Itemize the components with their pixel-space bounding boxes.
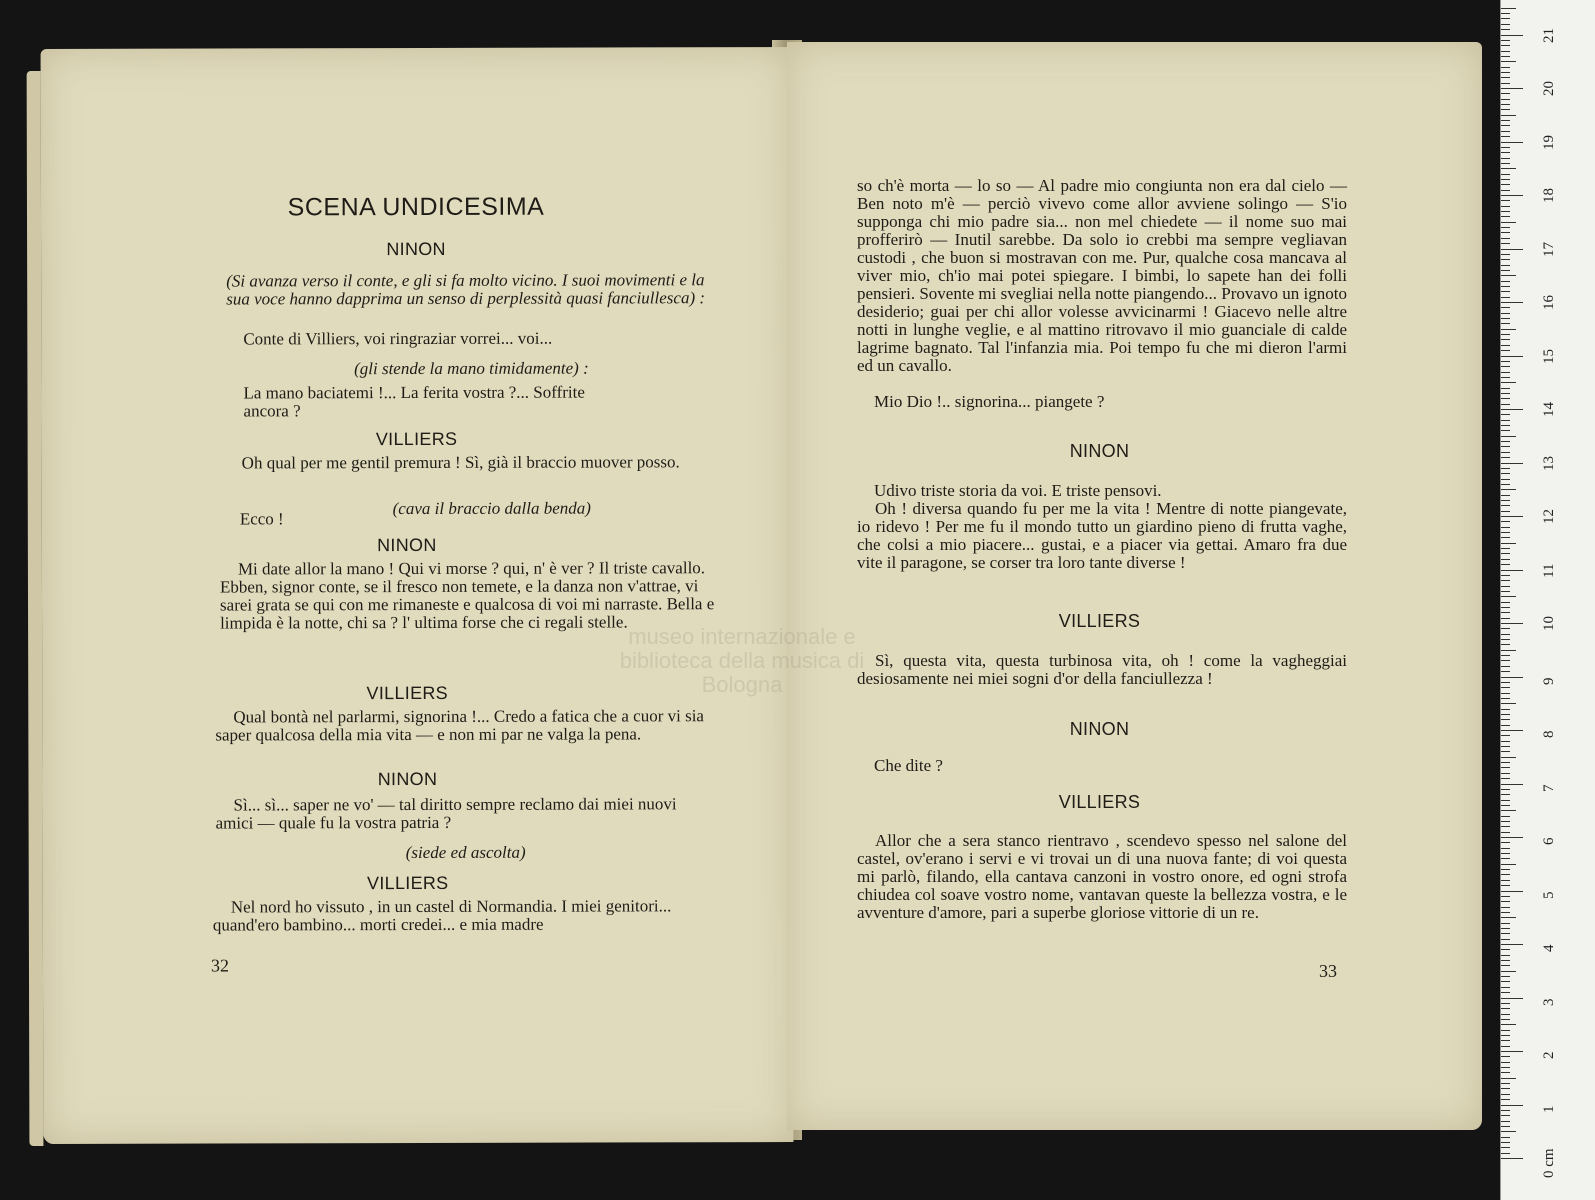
- ruler-tick: [1501, 1158, 1523, 1159]
- ruler-tick: [1501, 275, 1516, 276]
- ruler-tick: [1501, 93, 1510, 94]
- ruler-tick: [1501, 1008, 1510, 1009]
- ruler-tick: [1501, 35, 1523, 36]
- ruler-tick: [1501, 949, 1510, 950]
- ruler-tick: [1501, 987, 1510, 988]
- ruler-label: 4: [1541, 944, 1557, 952]
- ruler-tick: [1501, 693, 1510, 694]
- ruler-tick: [1501, 784, 1523, 785]
- ruler-tick: [1501, 548, 1510, 549]
- ruler-tick: [1501, 762, 1510, 763]
- ruler-tick: [1501, 372, 1510, 373]
- ruler-tick: [1501, 270, 1510, 271]
- ruler-tick: [1501, 537, 1510, 538]
- ruler-tick: [1501, 677, 1523, 678]
- ruler-tick: [1501, 1153, 1510, 1154]
- ruler-tick: [1501, 1046, 1510, 1047]
- ruler-tick: [1501, 489, 1516, 490]
- ruler-tick: [1501, 45, 1510, 46]
- ruler-tick: [1501, 1040, 1510, 1041]
- ruler-tick: [1501, 297, 1510, 298]
- dialogue-line: Mi date allor la mano ! Qui vi morse ? qui, n' è ver ? Il triste cavallo. Ebben, signor conte, se il fresco non temete, e la danza non v'attrae, vi sarei grata se qui con me rimaneste e qualcosa di voi mi narraste. Bella e limpida è la notte, chi sa ? l' ultima forse che ci regali stelle.: [219, 558, 715, 633]
- ruler-tick: [1501, 163, 1510, 164]
- ruler-tick: [1501, 216, 1510, 217]
- ruler-tick: [1501, 634, 1510, 635]
- ruler-tick: [1501, 521, 1510, 522]
- ruler-tick: [1501, 227, 1510, 228]
- ruler-tick: [1501, 532, 1510, 533]
- ruler-tick: [1501, 195, 1523, 196]
- ruler-tick: [1501, 858, 1510, 859]
- ruler-tick: [1501, 243, 1510, 244]
- ruler-tick: [1501, 366, 1510, 367]
- ruler-tick: [1501, 751, 1510, 752]
- ruler-tick: [1501, 826, 1510, 827]
- ruler-tick: [1501, 1035, 1510, 1036]
- ruler-tick: [1501, 479, 1510, 480]
- measurement-ruler: [1500, 0, 1595, 1200]
- ruler-tick: [1501, 644, 1510, 645]
- ruler-tick: [1501, 1131, 1516, 1132]
- speaker-heading: NINON: [377, 534, 437, 556]
- ruler-label: 19: [1541, 134, 1557, 150]
- left-page: [41, 47, 794, 1144]
- ruler-tick: [1501, 104, 1510, 105]
- ruler-tick: [1501, 730, 1523, 731]
- ruler-tick: [1501, 441, 1510, 442]
- ruler-tick: [1501, 147, 1510, 148]
- ruler-tick: [1501, 559, 1510, 560]
- ruler-tick: [1501, 206, 1510, 207]
- ruler-tick: [1501, 1094, 1510, 1095]
- ruler-tick: [1501, 837, 1523, 838]
- ruler-tick: [1501, 500, 1510, 501]
- ruler-tick: [1501, 971, 1516, 972]
- ruler-tick: [1501, 612, 1510, 613]
- ruler-tick: [1501, 639, 1510, 640]
- ruler-label: 15: [1541, 348, 1557, 364]
- ruler-label: 3: [1541, 998, 1557, 1006]
- ruler-tick: [1501, 805, 1510, 806]
- ruler-tick: [1501, 286, 1510, 287]
- ruler-tick: [1501, 473, 1510, 474]
- ruler-tick: [1501, 430, 1510, 431]
- ruler-tick: [1501, 714, 1510, 715]
- ruler-tick: [1501, 1099, 1510, 1100]
- speaker-heading: VILLIERS: [1058, 792, 1141, 812]
- ruler-tick: [1501, 8, 1516, 9]
- ruler-tick: [1501, 24, 1510, 25]
- ruler-tick: [1501, 350, 1510, 351]
- ruler-tick: [1501, 99, 1510, 100]
- ruler-tick: [1501, 682, 1510, 683]
- ruler-tick: [1501, 912, 1510, 913]
- dialogue-line: Ecco !: [239, 509, 284, 529]
- ruler-tick: [1501, 184, 1510, 185]
- ruler-tick: [1501, 709, 1510, 710]
- ruler-label: 21: [1541, 27, 1557, 43]
- stage-direction: (siede ed ascolta): [405, 842, 526, 863]
- ruler-label: 17: [1541, 241, 1557, 257]
- ruler-tick: [1501, 586, 1510, 587]
- ruler-tick: [1501, 821, 1510, 822]
- ruler-tick: [1501, 404, 1510, 405]
- ruler-tick: [1501, 553, 1510, 554]
- ruler-tick: [1501, 591, 1510, 592]
- dialogue-line: Che dite ?: [874, 756, 943, 775]
- ruler-tick: [1501, 816, 1510, 817]
- ruler-tick: [1501, 570, 1523, 571]
- ruler-tick: [1501, 607, 1510, 608]
- ruler-tick: [1501, 960, 1510, 961]
- ruler-tick: [1501, 853, 1510, 854]
- ruler-tick: [1501, 1024, 1516, 1025]
- ruler-tick: [1501, 575, 1510, 576]
- ruler-tick: [1501, 232, 1510, 233]
- ruler-tick: [1501, 318, 1510, 319]
- ruler-tick: [1501, 425, 1510, 426]
- stage-direction: (cava il braccio dalla benda): [392, 498, 591, 519]
- ruler-tick: [1501, 907, 1510, 908]
- ruler-tick: [1501, 666, 1510, 667]
- ruler-tick: [1501, 51, 1510, 52]
- ruler-tick: [1501, 334, 1510, 335]
- ruler-tick: [1501, 361, 1510, 362]
- ruler-tick: [1501, 896, 1510, 897]
- ruler-tick: [1501, 1030, 1510, 1031]
- ruler-tick: [1501, 992, 1510, 993]
- ruler-tick: [1501, 848, 1510, 849]
- ruler-tick: [1501, 125, 1510, 126]
- ruler-tick: [1501, 623, 1523, 624]
- ruler-tick: [1501, 115, 1516, 116]
- ruler-label: 14: [1541, 402, 1557, 417]
- ruler-tick: [1501, 323, 1510, 324]
- ruler-tick: [1501, 179, 1510, 180]
- ruler-tick: [1501, 981, 1510, 982]
- ruler-tick: [1501, 259, 1510, 260]
- ruler-tick: [1501, 505, 1510, 506]
- dialogue-line: Mio Dio !.. signorina... piangete ?: [874, 392, 1105, 411]
- ruler-tick: [1501, 120, 1510, 121]
- page-number: 32: [210, 955, 229, 976]
- ruler-tick: [1501, 302, 1523, 303]
- speaker-heading: VILLIERS: [366, 872, 449, 894]
- dialogue-line: Udivo triste storia da voi. E triste pensovi.: [874, 481, 1162, 500]
- ruler-tick: [1501, 1014, 1510, 1015]
- ruler-tick: [1501, 1078, 1516, 1079]
- speaker-heading: NINON: [1069, 441, 1130, 461]
- ruler-tick: [1501, 136, 1510, 137]
- ruler-tick: [1501, 687, 1510, 688]
- ruler-tick: [1501, 564, 1510, 565]
- ruler-tick: [1501, 655, 1510, 656]
- ruler-label: 10: [1541, 616, 1557, 631]
- ruler-tick: [1501, 1126, 1510, 1127]
- ruler-tick: [1501, 757, 1516, 758]
- ruler-tick: [1501, 1062, 1510, 1063]
- ruler-label: 13: [1541, 455, 1557, 471]
- ruler-tick: [1501, 778, 1510, 779]
- page-edge: [27, 71, 44, 1146]
- ruler-tick: [1501, 965, 1510, 966]
- dialogue-line: Conte di Villiers, voi ringraziar vorrei... voi...: [243, 328, 553, 349]
- ruler-tick: [1501, 495, 1510, 496]
- ruler-label: 1: [1541, 1105, 1557, 1113]
- ruler-tick: [1501, 414, 1510, 415]
- right-page: [787, 42, 1482, 1130]
- ruler-label: 20: [1541, 81, 1557, 96]
- ruler-tick: [1501, 29, 1510, 30]
- ruler-tick: [1501, 88, 1523, 89]
- ruler-tick: [1501, 329, 1516, 330]
- ruler-tick: [1501, 976, 1510, 977]
- ruler-tick: [1501, 628, 1510, 629]
- ruler-tick: [1501, 789, 1510, 790]
- ruler-tick: [1501, 1003, 1510, 1004]
- ruler-tick: [1501, 446, 1510, 447]
- ruler-tick: [1501, 67, 1510, 68]
- ruler-tick: [1501, 998, 1523, 999]
- ruler-tick: [1501, 944, 1523, 945]
- ruler-tick: [1501, 463, 1523, 464]
- ruler-tick: [1501, 891, 1523, 892]
- page-number: 33: [1319, 961, 1337, 981]
- ruler-tick: [1501, 874, 1510, 875]
- ruler-tick: [1501, 618, 1510, 619]
- ruler-label: 18: [1541, 188, 1557, 203]
- ruler-tick: [1501, 671, 1510, 672]
- speaker-heading: VILLIERS: [366, 682, 449, 704]
- ruler-tick: [1501, 254, 1510, 255]
- ruler-tick: [1501, 703, 1516, 704]
- ruler-tick: [1501, 339, 1510, 340]
- ruler-tick: [1501, 291, 1510, 292]
- ruler-tick: [1501, 313, 1510, 314]
- scene-title: SCENA UNDICESIMA: [287, 192, 545, 222]
- ruler-tick: [1501, 516, 1523, 517]
- ruler-label: 2: [1541, 1051, 1557, 1059]
- ruler-tick: [1501, 356, 1523, 357]
- ruler-tick: [1501, 393, 1510, 394]
- ruler-tick: [1501, 436, 1516, 437]
- ruler-tick: [1501, 602, 1510, 603]
- ruler-tick: [1501, 1121, 1510, 1122]
- ruler-tick: [1501, 457, 1510, 458]
- ruler-tick: [1501, 928, 1510, 929]
- ruler-tick: [1501, 468, 1510, 469]
- ruler-tick: [1501, 409, 1523, 410]
- ruler-tick: [1501, 832, 1510, 833]
- ruler-tick: [1501, 1110, 1510, 1111]
- ruler-label: 0 cm: [1541, 1148, 1557, 1178]
- dialogue-line: Qual bontà nel parlarmi, signorina !... Credo a fatica che a cuor vi sia saper qualcosa della mia vita — e non mi par ne valga la pena.: [215, 706, 704, 745]
- ruler-tick: [1501, 249, 1523, 250]
- ruler-tick: [1501, 142, 1523, 143]
- ruler-tick: [1501, 307, 1510, 308]
- ruler-tick: [1501, 1105, 1523, 1106]
- ruler-tick: [1501, 174, 1510, 175]
- ruler-tick: [1501, 13, 1510, 14]
- ruler-tick: [1501, 810, 1516, 811]
- ruler-label: 16: [1541, 295, 1557, 310]
- ruler-label: 6: [1541, 837, 1557, 845]
- ruler-label: 12: [1541, 509, 1557, 524]
- ruler-tick: [1501, 842, 1510, 843]
- stage-direction: (gli stende la mano timidamente) :: [354, 358, 589, 379]
- ruler-tick: [1501, 158, 1510, 159]
- ruler-tick: [1501, 1056, 1510, 1057]
- ruler-tick: [1501, 281, 1510, 282]
- ruler-tick: [1501, 885, 1510, 886]
- speaker-heading: VILLIERS: [375, 428, 458, 450]
- ruler-tick: [1501, 211, 1510, 212]
- ruler-tick: [1501, 238, 1510, 239]
- ruler-tick: [1501, 40, 1510, 41]
- ruler-tick: [1501, 1083, 1510, 1084]
- ruler-tick: [1501, 1019, 1510, 1020]
- ruler-tick: [1501, 719, 1510, 720]
- ruler-tick: [1501, 650, 1516, 651]
- ruler-tick: [1501, 741, 1510, 742]
- ruler-tick: [1501, 773, 1510, 774]
- ruler-tick: [1501, 725, 1510, 726]
- speaker-heading: NINON: [377, 768, 438, 790]
- ruler-label: 11: [1541, 563, 1557, 578]
- ruler-tick: [1501, 1067, 1510, 1068]
- ruler-tick: [1501, 377, 1510, 378]
- ruler-tick: [1501, 864, 1516, 865]
- speaker-heading: NINON: [1069, 719, 1130, 739]
- ruler-tick: [1501, 420, 1510, 421]
- ruler-tick: [1501, 1142, 1510, 1143]
- ruler-tick: [1501, 869, 1510, 870]
- speaker-heading: NINON: [386, 238, 446, 260]
- ruler-tick: [1501, 200, 1510, 201]
- ruler-tick: [1501, 596, 1516, 597]
- ruler-tick: [1501, 83, 1510, 84]
- ruler-tick: [1501, 660, 1510, 661]
- ruler-tick: [1501, 1137, 1510, 1138]
- ruler-tick: [1501, 109, 1510, 110]
- stage-direction: (Si avanza verso il conte, e gli si fa molto vicino. I suoi movimenti e la sua voce hanno dapprima un senso di perplessità quasi fanciullesca) :: [226, 270, 706, 309]
- dialogue-line: Nel nord ho vissuto , in un castel di Normandia. I miei genitori... quand'ero bambino... morti credei... e mia madre: [212, 896, 672, 935]
- ruler-tick: [1501, 794, 1510, 795]
- dialogue-line: Sì, questa vita, questa turbinosa vita, oh ! come la vagheggiai desiosamente nei miei sogni d'or della fanciullezza !: [857, 651, 1347, 688]
- ruler-tick: [1501, 168, 1516, 169]
- ruler-tick: [1501, 933, 1510, 934]
- ruler-tick: [1501, 1051, 1523, 1052]
- ruler-tick: [1501, 746, 1510, 747]
- dialogue-line: Sì... sì... saper ne vo' — tal diritto sempre reclamo dai miei nuovi amici — quale fu la vostra patria ?: [215, 794, 677, 833]
- ruler-tick: [1501, 18, 1510, 19]
- speaker-heading: VILLIERS: [1058, 611, 1141, 631]
- ruler-label: 9: [1541, 677, 1557, 685]
- ruler-tick: [1501, 901, 1510, 902]
- ruler-tick: [1501, 735, 1510, 736]
- ruler-label: 5: [1541, 891, 1557, 899]
- ruler-tick: [1501, 265, 1510, 266]
- dialogue-line: Allor che a sera stanco rientravo , scendevo spesso nel salone del castel, ov'erano i servi e vi trovai un di una nuova fante; di voi questa mi parlò, filando, ella cantava canzoni in vostro onore, ed ogni strofa chiudea col soave vostro nome, vantavan queste la bellezza vostra, e le avventure d'amore, pari a superbe gloriose vittorie di un re.: [857, 831, 1347, 922]
- ruler-tick: [1501, 72, 1510, 73]
- ruler-tick: [1501, 345, 1510, 346]
- dialogue-line: so ch'è morta — lo so — Al padre mio congiunta non era dal cielo — Ben noto m'è — perciò vivevo come allor avviene solingo — S'io supponga chi mio padre sia... non mel chiedete — il nome suo mai profferirò — Inutil sarebbe. Da solo io crebbi ma sempre vegliavan custodi , che buon si mostravan con me. Pur, qualche cosa mancava al viver mio, ch'io mai potei spiegare. I bimbi, lo sapete han dei folli pensieri. Sovente mi svegliai nella notte piangendo... Provavo un ignoto desiderio; guai per chi allor volesse avvicinarmi ! Giacevo nelle altre notti in lunghe veglie, e al mattino ritrovavo il mio guanciale di calde lagrime bagnato. Tal l'infanzia mia. Poi tempo fu che mi dieron l'armi ed un cavallo.: [857, 176, 1347, 375]
- ruler-tick: [1501, 452, 1510, 453]
- dialogue-line: Oh qual per me gentil premura ! Sì, già il braccio muover posso.: [241, 452, 680, 473]
- ruler-tick: [1501, 511, 1510, 512]
- ruler-tick: [1501, 1088, 1510, 1089]
- ruler-tick: [1501, 1115, 1510, 1116]
- ruler-tick: [1501, 939, 1510, 940]
- ruler-tick: [1501, 923, 1510, 924]
- ruler-tick: [1501, 190, 1510, 191]
- ruler-tick: [1501, 698, 1510, 699]
- ruler-tick: [1501, 1147, 1510, 1148]
- dialogue-line: La mano baciatemi !... La ferita vostra ?... Soffrite ancora ?: [243, 382, 585, 421]
- ruler-label: 8: [1541, 730, 1557, 738]
- ruler-tick: [1501, 61, 1516, 62]
- ruler-tick: [1501, 580, 1510, 581]
- ruler-label: 7: [1541, 784, 1557, 792]
- ruler-tick: [1501, 398, 1510, 399]
- ruler-tick: [1501, 152, 1510, 153]
- ruler-tick: [1501, 767, 1510, 768]
- ruler-tick: [1501, 1072, 1510, 1073]
- ruler-tick: [1501, 388, 1510, 389]
- ruler-tick: [1501, 955, 1510, 956]
- ruler-tick: [1501, 77, 1510, 78]
- ruler-tick: [1501, 527, 1510, 528]
- ruler-tick: [1501, 880, 1510, 881]
- ruler-tick: [1501, 800, 1510, 801]
- ruler-tick: [1501, 543, 1516, 544]
- ruler-tick: [1501, 484, 1510, 485]
- open-book: [22, 30, 1496, 1150]
- ruler-tick: [1501, 222, 1516, 223]
- ruler-tick: [1501, 382, 1516, 383]
- ruler-tick: [1501, 917, 1516, 918]
- dialogue-line: Oh ! diversa quando fu per me la vita ! Mentre di notte piangevate, io ridevo ! Per me fu il mondo tutto un giardino pieno di frutta vaghe, che colsi a mio piacere... gustai, e a piacer via gettai. Amaro fra due vite il paragone, se corser tra loro tante diverse !: [857, 499, 1347, 572]
- ruler-tick: [1501, 56, 1510, 57]
- library-watermark: museo internazionale e biblioteca della musica di Bologna: [619, 624, 865, 697]
- ruler-tick: [1501, 131, 1510, 132]
